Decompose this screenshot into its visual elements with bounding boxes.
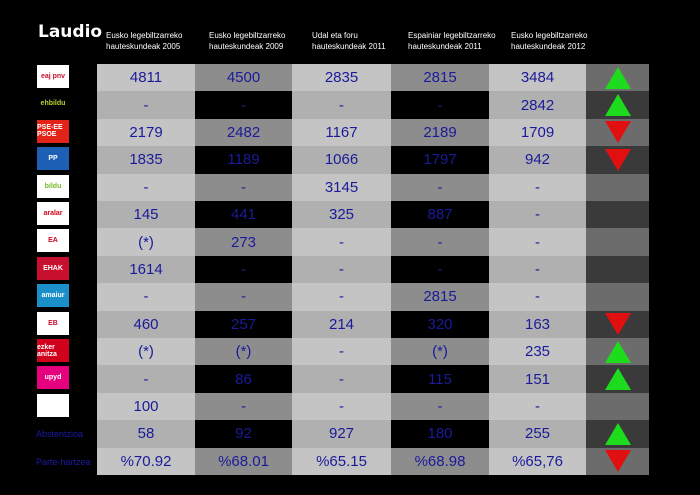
value-cell: %68.98 [391,448,489,475]
value-cell: - [489,283,586,310]
trend-cell [586,201,649,228]
table-row [97,365,649,392]
value-cell: 320 [391,311,489,338]
value-cell: 235 [489,338,586,365]
value-cell: - [292,228,391,255]
trend-cell [586,365,649,392]
value-cell: 927 [292,420,391,447]
table-row [97,393,649,420]
trend-cell [586,228,649,255]
value-cell: 2179 [97,119,195,146]
value-cell: 151 [489,365,586,392]
value-cell: - [292,393,391,420]
value-cell: - [292,365,391,392]
table-row [97,256,649,283]
value-cell: - [195,393,292,420]
table-row [97,420,649,447]
arrow-up-icon [605,368,631,390]
value-cell: - [97,174,195,201]
value-cell: 1066 [292,146,391,173]
ehbildu-logo: ehbildu [37,92,69,115]
value-cell: 441 [195,201,292,228]
value-cell: %65.15 [292,448,391,475]
results-table [97,64,649,475]
table-row [97,174,649,201]
arrow-up-icon [605,341,631,363]
value-cell: - [391,393,489,420]
value-cell: (*) [97,228,195,255]
value-cell: 2815 [391,64,489,91]
table-row [97,283,649,310]
value-cell: 58 [97,420,195,447]
value-cell: 257 [195,311,292,338]
column-header-2012: Eusko legebiltzarreko hauteskundeak 2012 [511,31,588,51]
value-cell: - [489,201,586,228]
value-cell: - [97,283,195,310]
value-cell: - [489,393,586,420]
value-cell: 3145 [292,174,391,201]
value-cell: - [292,283,391,310]
value-cell: 163 [489,311,586,338]
value-cell: - [391,174,489,201]
value-cell: (*) [195,338,292,365]
aralar-logo: aralar [37,202,69,225]
arrow-down-icon [605,313,631,335]
value-cell: 180 [391,420,489,447]
value-cell: 273 [195,228,292,255]
arrow-up-icon [605,423,631,445]
ea-logo: EA [37,229,69,252]
value-cell: - [391,91,489,118]
value-cell: - [391,228,489,255]
value-cell: 2842 [489,91,586,118]
value-cell: - [195,174,292,201]
value-cell: 145 [97,201,195,228]
value-cell: 115 [391,365,489,392]
value-cell: 2482 [195,119,292,146]
ezker-anitza-logo: ezker anitza [37,339,69,362]
pse-ee-psoe-logo: PSE-EE PSOE [37,120,69,143]
eaj-pnv-logo: eaj pnv [37,65,69,88]
value-cell: 1709 [489,119,586,146]
value-cell: 214 [292,311,391,338]
value-cell: %68.01 [195,448,292,475]
arrow-down-icon [605,450,631,472]
arrow-up-icon [605,67,631,89]
value-cell: - [391,256,489,283]
value-cell: 2189 [391,119,489,146]
value-cell: 1835 [97,146,195,173]
trend-cell [586,64,649,91]
table-row [97,119,649,146]
value-cell: - [292,338,391,365]
trend-cell [586,393,649,420]
trend-cell [586,119,649,146]
upyd-logo: upyd [37,366,69,389]
arrow-down-icon [605,121,631,143]
abstention-label: Abstentzioa [36,429,84,440]
table-row [97,338,649,365]
value-cell: - [489,174,586,201]
table-row [97,448,649,475]
value-cell: 1189 [195,146,292,173]
ezker-batua-logo: EB [37,312,69,335]
value-cell: %70.92 [97,448,195,475]
value-cell: 92 [195,420,292,447]
table-row [97,91,649,118]
table-row [97,146,649,173]
amaiur-logo: amaiur [37,284,69,307]
value-cell: - [195,91,292,118]
trend-cell [586,283,649,310]
bildu-logo: bildu [37,175,69,198]
value-cell: 2835 [292,64,391,91]
table-row [97,311,649,338]
value-cell: 887 [391,201,489,228]
value-cell: - [195,256,292,283]
value-cell: - [292,256,391,283]
value-cell: - [292,91,391,118]
value-cell: 1167 [292,119,391,146]
turnout-label: Parte-hartzea [36,456,91,467]
arrow-down-icon [605,149,631,171]
value-cell: 3484 [489,64,586,91]
trend-cell [586,91,649,118]
value-cell: 100 [97,393,195,420]
table-row [97,228,649,255]
trend-cell [586,146,649,173]
value-cell: - [489,256,586,283]
value-cell: - [195,283,292,310]
table-row [97,64,649,91]
arrow-up-icon [605,94,631,116]
other-logo [37,394,69,417]
value-cell: 4500 [195,64,292,91]
trend-cell [586,174,649,201]
column-header-2005: Eusko legebiltzarreko hauteskundeak 2005 [106,31,183,51]
pp-logo: PP [37,147,69,170]
page-title: Laudio [38,22,103,42]
value-cell: - [489,228,586,255]
value-cell: 255 [489,420,586,447]
value-cell: - [97,365,195,392]
ehak-logo: EHAK [37,257,69,280]
value-cell: - [97,91,195,118]
trend-cell [586,256,649,283]
value-cell: 4811 [97,64,195,91]
value-cell: 460 [97,311,195,338]
value-cell: 325 [292,201,391,228]
value-cell: (*) [97,338,195,365]
column-header-2009: Eusko legebiltzarreko hauteskundeak 2009 [209,31,286,51]
value-cell: %65,76 [489,448,586,475]
value-cell: 86 [195,365,292,392]
value-cell: 942 [489,146,586,173]
value-cell: 1797 [391,146,489,173]
table-row [97,201,649,228]
value-cell: 2815 [391,283,489,310]
trend-cell [586,448,649,475]
value-cell: (*) [391,338,489,365]
trend-cell [586,311,649,338]
column-header-2011-local: Udal eta foru hauteskundeak 2011 [312,31,386,51]
column-header-2011-spain: Espainiar legebiltzarreko hauteskundeak 2011 [408,31,496,51]
trend-cell [586,338,649,365]
value-cell: 1614 [97,256,195,283]
trend-cell [586,420,649,447]
